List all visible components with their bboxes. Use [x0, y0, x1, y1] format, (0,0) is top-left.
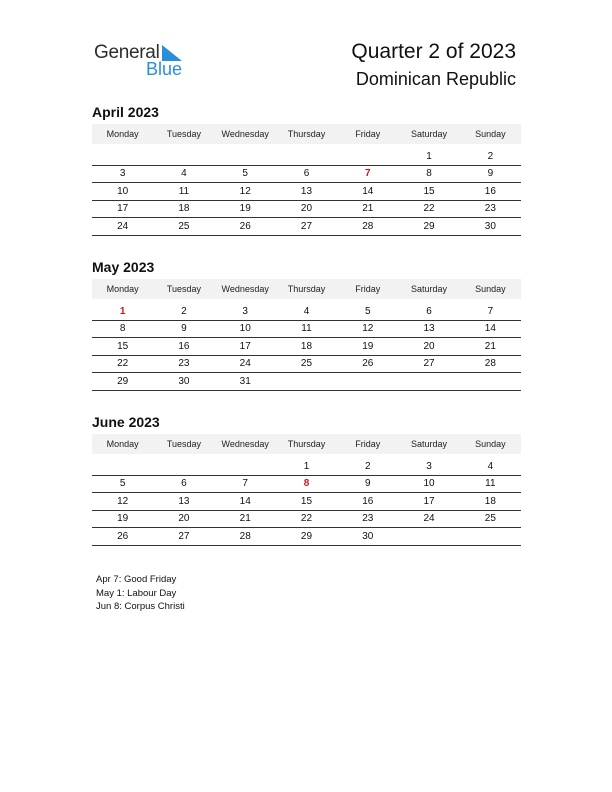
day-cell: 20 — [398, 338, 459, 356]
empty-day-cell — [276, 148, 337, 165]
weekday-header: Sunday — [460, 434, 521, 454]
day-cell: 6 — [276, 165, 337, 183]
day-cell: 11 — [460, 475, 521, 493]
day-cell: 5 — [337, 303, 398, 320]
empty-day-cell — [153, 458, 214, 475]
day-cell: 9 — [337, 475, 398, 493]
holiday-day-cell: 7 — [337, 165, 398, 183]
month-title: June 2023 — [92, 414, 160, 430]
day-cell: 10 — [215, 320, 276, 338]
month-april — [92, 103, 521, 236]
day-cell: 30 — [337, 528, 398, 546]
month-june — [92, 413, 521, 546]
day-cell: 26 — [92, 528, 153, 546]
day-cell: 17 — [215, 338, 276, 356]
week-row — [92, 493, 521, 511]
weekday-header: Saturday — [398, 124, 459, 144]
day-cell: 24 — [92, 218, 153, 236]
day-cell: 11 — [153, 183, 214, 201]
weekday-header: Tuesday — [153, 434, 214, 454]
day-cell: 23 — [337, 510, 398, 528]
weekday-header: Monday — [92, 434, 153, 454]
day-cell: 22 — [398, 200, 459, 218]
weekday-header: Thursday — [276, 279, 337, 299]
logo-blue-text: Blue — [146, 59, 183, 79]
month-title: May 2023 — [92, 259, 155, 275]
week-row — [92, 373, 521, 391]
day-cell: 31 — [215, 373, 276, 391]
day-cell: 24 — [398, 510, 459, 528]
day-cell: 10 — [398, 475, 459, 493]
week-row — [92, 303, 521, 320]
week-row — [92, 320, 521, 338]
week-row — [92, 528, 521, 546]
day-cell: 20 — [153, 510, 214, 528]
weekday-header-row — [92, 279, 521, 299]
weekday-header: Wednesday — [215, 124, 276, 144]
day-cell: 14 — [215, 493, 276, 511]
weekday-header: Saturday — [398, 434, 459, 454]
empty-day-cell — [92, 458, 153, 475]
week-row — [92, 183, 521, 201]
day-cell: 27 — [398, 355, 459, 373]
country-name: Dominican Republic — [355, 69, 516, 89]
calendar-body — [92, 454, 521, 545]
day-cell: 21 — [337, 200, 398, 218]
holiday-notes — [96, 573, 185, 614]
day-cell: 11 — [276, 320, 337, 338]
day-cell: 13 — [276, 183, 337, 201]
day-cell: 17 — [398, 493, 459, 511]
holiday-day-cell: 8 — [276, 475, 337, 493]
day-cell: 3 — [398, 458, 459, 475]
day-cell: 8 — [92, 320, 153, 338]
calendar-body — [92, 299, 521, 390]
day-cell: 19 — [337, 338, 398, 356]
empty-day-cell — [460, 528, 521, 546]
weekday-header-row — [92, 124, 521, 144]
weekday-header: Sunday — [460, 279, 521, 299]
day-cell: 2 — [337, 458, 398, 475]
empty-day-cell — [276, 373, 337, 391]
day-cell: 16 — [460, 183, 521, 201]
day-cell: 22 — [92, 355, 153, 373]
week-row — [92, 338, 521, 356]
weekday-header: Friday — [337, 279, 398, 299]
day-cell: 16 — [337, 493, 398, 511]
day-cell: 2 — [460, 148, 521, 165]
weekday-header: Friday — [337, 434, 398, 454]
day-cell: 21 — [460, 338, 521, 356]
day-cell: 28 — [337, 218, 398, 236]
day-cell: 19 — [215, 200, 276, 218]
empty-day-cell — [460, 373, 521, 391]
day-cell: 3 — [215, 303, 276, 320]
day-cell: 27 — [153, 528, 214, 546]
day-cell: 16 — [153, 338, 214, 356]
day-cell: 13 — [398, 320, 459, 338]
week-row — [92, 458, 521, 475]
day-cell: 18 — [153, 200, 214, 218]
weekday-header: Tuesday — [153, 124, 214, 144]
day-cell: 5 — [215, 165, 276, 183]
weekday-header: Monday — [92, 124, 153, 144]
day-cell: 15 — [92, 338, 153, 356]
weekday-header: Thursday — [276, 124, 337, 144]
day-cell: 13 — [153, 493, 214, 511]
day-cell: 24 — [215, 355, 276, 373]
day-cell: 25 — [276, 355, 337, 373]
day-cell: 6 — [398, 303, 459, 320]
day-cell: 3 — [92, 165, 153, 183]
month-may — [92, 258, 521, 391]
weekday-header: Friday — [337, 124, 398, 144]
empty-day-cell — [215, 148, 276, 165]
empty-day-cell — [337, 148, 398, 165]
week-row — [92, 200, 521, 218]
day-cell: 20 — [276, 200, 337, 218]
weekday-header: Monday — [92, 279, 153, 299]
day-cell: 7 — [460, 303, 521, 320]
empty-day-cell — [398, 528, 459, 546]
day-cell: 10 — [92, 183, 153, 201]
day-cell: 14 — [460, 320, 521, 338]
empty-day-cell — [92, 148, 153, 165]
weekday-header: Tuesday — [153, 279, 214, 299]
holiday-note: Apr 7: Good Friday — [96, 574, 177, 585]
brand-logo — [94, 42, 194, 82]
empty-day-cell — [398, 373, 459, 391]
day-cell: 6 — [153, 475, 214, 493]
day-cell: 27 — [276, 218, 337, 236]
empty-day-cell — [337, 373, 398, 391]
weekday-header: Wednesday — [215, 279, 276, 299]
calendar-table — [92, 279, 521, 391]
week-row — [92, 165, 521, 183]
weekday-header: Thursday — [276, 434, 337, 454]
day-cell: 19 — [92, 510, 153, 528]
day-cell: 28 — [215, 528, 276, 546]
day-cell: 4 — [153, 165, 214, 183]
month-title: April 2023 — [92, 104, 159, 120]
weekday-header-row — [92, 434, 521, 454]
logo-general-text: General — [94, 42, 160, 63]
day-cell: 8 — [398, 165, 459, 183]
day-cell: 28 — [460, 355, 521, 373]
week-row — [92, 218, 521, 236]
day-cell: 15 — [276, 493, 337, 511]
day-cell: 22 — [276, 510, 337, 528]
week-row — [92, 475, 521, 493]
day-cell: 30 — [460, 218, 521, 236]
calendar-table — [92, 434, 521, 546]
day-cell: 4 — [460, 458, 521, 475]
day-cell: 23 — [153, 355, 214, 373]
day-cell: 17 — [92, 200, 153, 218]
empty-day-cell — [215, 458, 276, 475]
day-cell: 7 — [215, 475, 276, 493]
day-cell: 18 — [460, 493, 521, 511]
weekday-header: Wednesday — [215, 434, 276, 454]
calendar-body — [92, 144, 521, 235]
day-cell: 5 — [92, 475, 153, 493]
week-row — [92, 355, 521, 373]
day-cell: 25 — [460, 510, 521, 528]
day-cell: 18 — [276, 338, 337, 356]
day-cell: 14 — [337, 183, 398, 201]
day-cell: 12 — [215, 183, 276, 201]
header — [351, 38, 516, 91]
week-row — [92, 510, 521, 528]
holiday-day-cell: 1 — [92, 303, 153, 320]
day-cell: 2 — [153, 303, 214, 320]
day-cell: 9 — [153, 320, 214, 338]
week-row — [92, 148, 521, 165]
day-cell: 30 — [153, 373, 214, 391]
day-cell: 21 — [215, 510, 276, 528]
page-title: Quarter 2 of 2023 — [351, 40, 516, 63]
day-cell: 12 — [337, 320, 398, 338]
day-cell: 29 — [276, 528, 337, 546]
day-cell: 1 — [398, 148, 459, 165]
weekday-header: Sunday — [460, 124, 521, 144]
day-cell: 12 — [92, 493, 153, 511]
day-cell: 26 — [337, 355, 398, 373]
holiday-note: Jun 8: Corpus Christi — [96, 601, 185, 612]
day-cell: 26 — [215, 218, 276, 236]
day-cell: 1 — [276, 458, 337, 475]
day-cell: 29 — [92, 373, 153, 391]
day-cell: 4 — [276, 303, 337, 320]
day-cell: 9 — [460, 165, 521, 183]
weekday-header: Saturday — [398, 279, 459, 299]
day-cell: 23 — [460, 200, 521, 218]
holiday-note: May 1: Labour Day — [96, 587, 177, 599]
empty-day-cell — [153, 148, 214, 165]
calendar-table — [92, 124, 521, 236]
day-cell: 15 — [398, 183, 459, 201]
day-cell: 29 — [398, 218, 459, 236]
day-cell: 25 — [153, 218, 214, 236]
